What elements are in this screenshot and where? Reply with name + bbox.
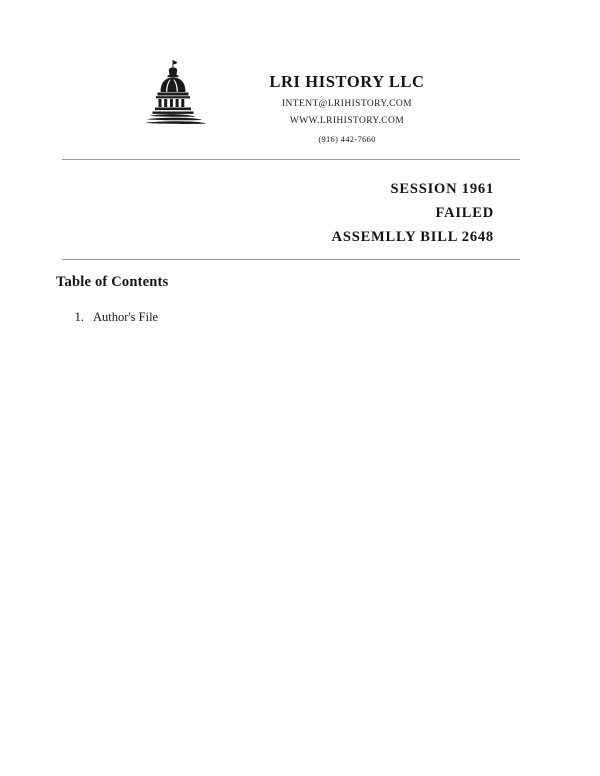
list-item-label: Author's File <box>93 310 159 324</box>
bill-heading <box>62 178 494 250</box>
header-divider-top <box>62 159 520 160</box>
list-item[interactable] <box>62 308 462 327</box>
organization-name: LRI HISTORY LLC <box>269 72 425 91</box>
organization-phone: (916) 442-7660 <box>318 133 376 144</box>
table-of-contents-list <box>62 308 462 327</box>
letterhead <box>0 58 600 144</box>
bill-number-line: ASSEMLLY BILL 2648 <box>331 228 494 245</box>
session-line: SESSION 1961 <box>390 181 494 197</box>
organization-email: INTENT@LRIHISTORY.COM <box>281 98 412 109</box>
list-item-number: 1. <box>74 310 84 324</box>
organization-details <box>227 58 467 144</box>
organization-website: WWW.LRIHISTORY.COM <box>289 115 405 126</box>
header-divider-bottom <box>62 259 520 260</box>
status-line: FAILED <box>435 204 494 221</box>
capitol-dome-logo-icon <box>135 58 215 134</box>
page-title: Table of Contents <box>56 274 169 290</box>
